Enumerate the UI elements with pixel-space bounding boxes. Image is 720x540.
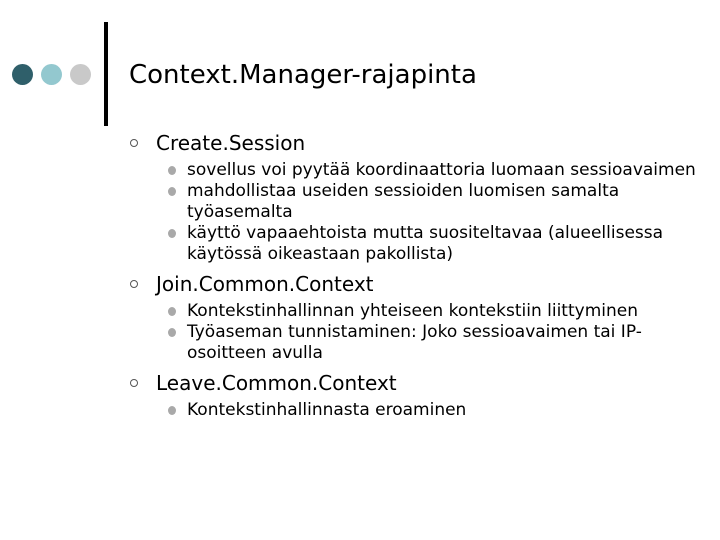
sub-list-item: [187, 223, 710, 265]
sub-list-item: [187, 322, 710, 364]
sub-list-item: [187, 160, 710, 181]
list-item-create-session: [130, 130, 710, 265]
dot-light-teal: [41, 64, 62, 85]
list-item-join-common-context: [130, 271, 710, 364]
dot-bullet-icon: [168, 229, 176, 238]
list-item-heading: [130, 271, 710, 297]
sub-item-text: Työaseman tunnistaminen: Joko sessioavaimen tai IP-osoitteen avulla: [187, 322, 642, 363]
ring-bullet-icon: [130, 280, 138, 288]
sub-item-text: Kontekstinhallinnasta eroaminen: [187, 400, 467, 420]
sub-list-item: [187, 181, 710, 223]
dot-bullet-icon: [168, 328, 176, 337]
ring-bullet-icon: [130, 139, 138, 147]
sub-item-text: käyttö vapaaehtoista mutta suositeltavaa (alueellisessa käytössä oikeastaan pakollista): [187, 223, 664, 264]
dot-dark-teal: [12, 64, 33, 85]
slide-content: [130, 130, 710, 427]
sub-list: [130, 400, 710, 421]
list-item-leave-common-context: [130, 370, 710, 421]
list-item-label: Join.Common.Context: [156, 272, 374, 296]
title-divider: [104, 22, 108, 126]
sub-list: [130, 301, 710, 364]
list-item-heading: [130, 370, 710, 396]
list-item-heading: [130, 130, 710, 156]
decorative-dots: [12, 64, 91, 86]
dot-bullet-icon: [168, 166, 176, 175]
sub-item-text: mahdollistaa useiden sessioiden luomisen samalta työasemalta: [187, 181, 620, 222]
sub-item-text: Kontekstinhallinnan yhteiseen kontekstiin liittyminen: [187, 301, 638, 321]
sub-list-item: [187, 301, 710, 322]
dot-bullet-icon: [168, 187, 176, 196]
dot-bullet-icon: [168, 307, 176, 316]
dot-bullet-icon: [168, 406, 176, 415]
sub-item-text: sovellus voi pyytää koordinaattoria luomaan sessioavaimen: [187, 160, 696, 180]
ring-bullet-icon: [130, 379, 138, 387]
list-item-label: Leave.Common.Context: [156, 371, 397, 395]
list-item-label: Create.Session: [156, 131, 306, 155]
bullet-list: [130, 130, 710, 421]
slide-title: Context.Manager-rajapinta: [129, 60, 477, 90]
sub-list: [130, 160, 710, 265]
dot-grey: [70, 64, 91, 85]
sub-list-item: [187, 400, 710, 421]
